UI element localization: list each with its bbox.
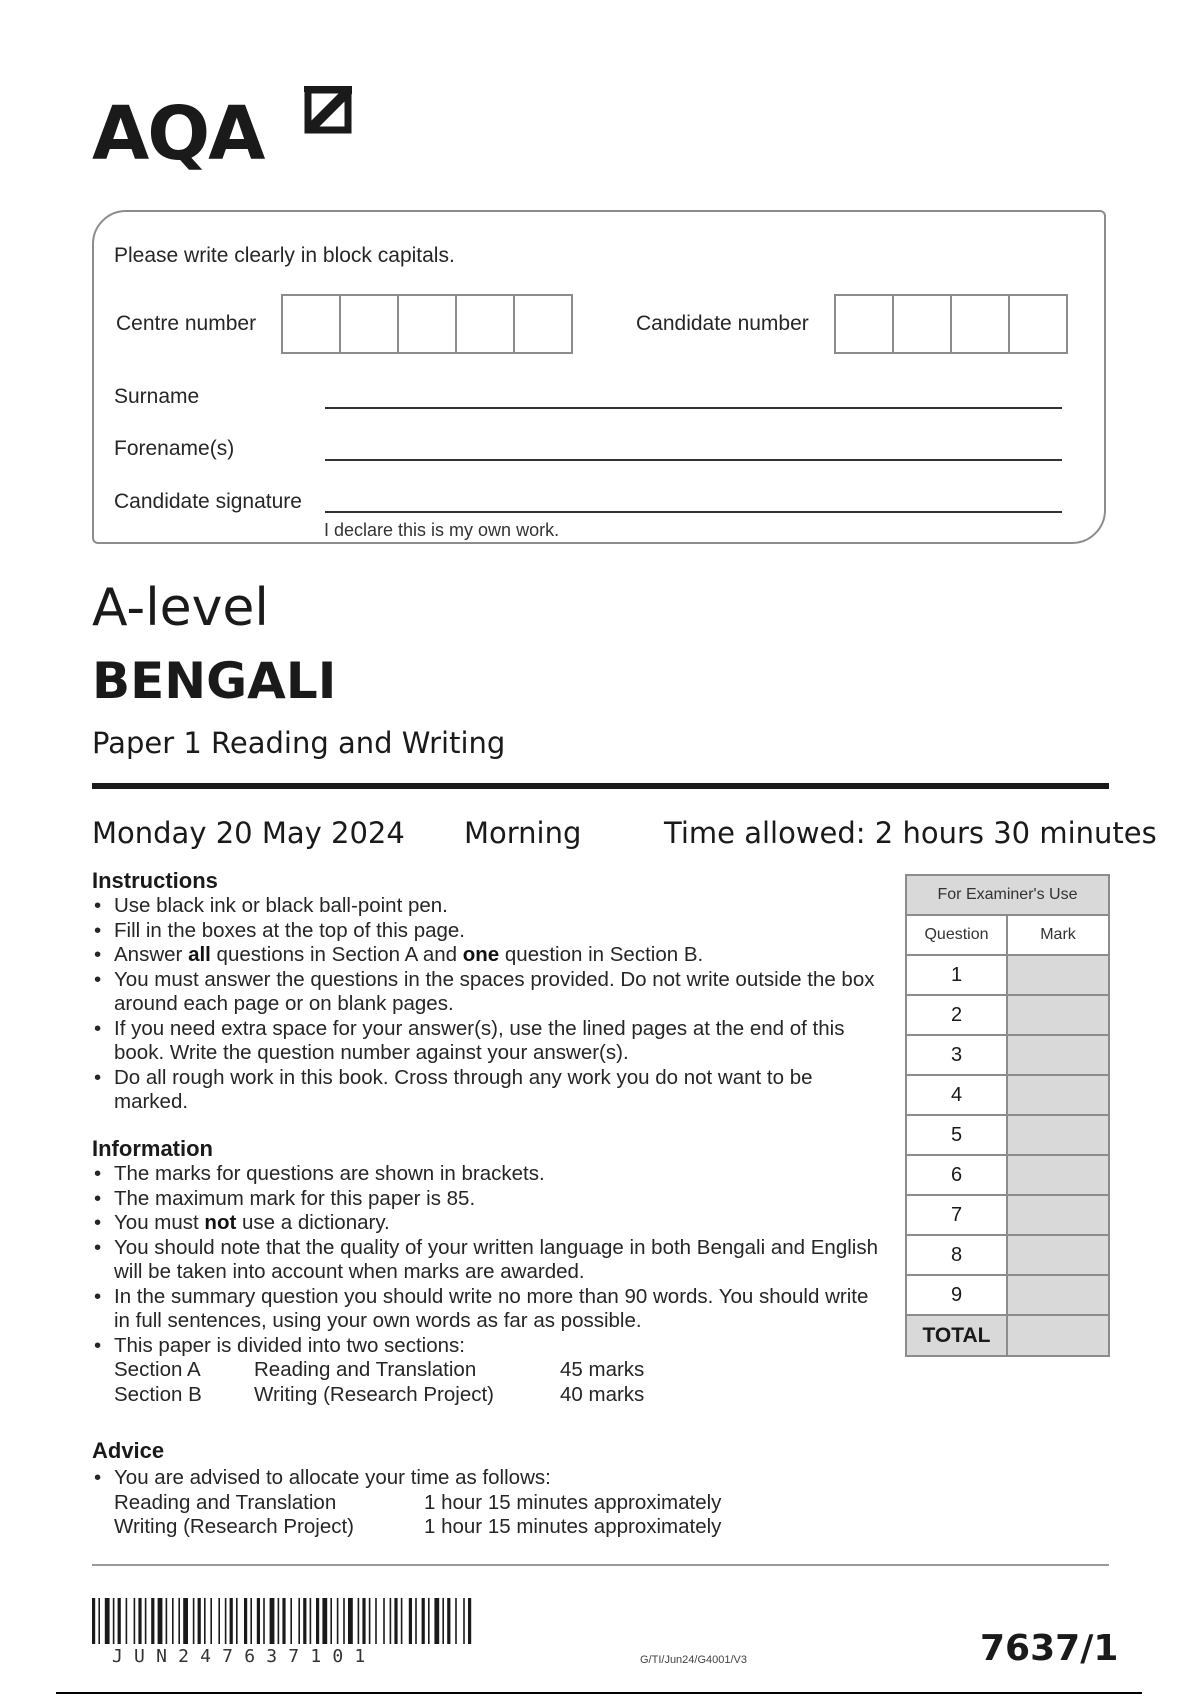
information-list [92, 1162, 882, 1407]
surname-line[interactable] [325, 407, 1062, 409]
qualification-level: A-level [92, 578, 269, 638]
subject-title: BENGALI [92, 652, 337, 710]
mark-cell [1007, 1235, 1109, 1275]
footer-divider [92, 1564, 1109, 1566]
question-column-header: Question [906, 915, 1007, 955]
candidate-number-boxes[interactable] [834, 294, 1068, 354]
forenames-label: Forename(s) [114, 437, 235, 460]
centre-digit-box[interactable] [515, 296, 571, 352]
question-number: 3 [906, 1035, 1007, 1075]
mark-cell [1007, 1275, 1109, 1315]
exam-date: Monday 20 May 2024 [92, 816, 405, 850]
list-item: • Answer all questions in Section A and one question in Section B. [92, 943, 882, 968]
question-number: 1 [906, 955, 1007, 995]
centre-number-label: Centre number [116, 312, 257, 335]
allocation-row: Writing (Research Project) 1 hour 15 minutes approximately [114, 1515, 722, 1538]
advice-heading: Advice [92, 1438, 165, 1463]
question-number: 2 [906, 995, 1007, 1035]
centre-digit-box[interactable] [283, 296, 341, 352]
aqa-logo [92, 88, 263, 180]
aqa-logo-mark-icon [304, 86, 352, 140]
mark-cell [1007, 995, 1109, 1035]
surname-label: Surname [114, 385, 200, 408]
block-capitals-instruction: Please write clearly in block capitals. [114, 244, 455, 267]
title-divider [92, 783, 1109, 789]
allocation-row: Reading and Translation 1 hour 15 minutes approximately [114, 1490, 722, 1514]
candidate-digit-box[interactable] [894, 296, 952, 352]
question-number: 4 [906, 1075, 1007, 1115]
document-reference: G/TI/Jun24/G4001/V3 [640, 1654, 748, 1666]
total-label: TOTAL [906, 1315, 1007, 1356]
list-item: • In the summary question you should write no more than 90 words. You should write in full sentences, using your own words as far as possible. [92, 1285, 882, 1334]
examiner-table-header: For Examiner's Use [906, 875, 1109, 915]
page-bottom-rule [56, 1692, 1142, 1694]
information-heading: Information [92, 1136, 213, 1161]
list-item: • You are advised to allocate your time as follows: Reading and Translation 1 hour 15 minutes approximately Writing (Research Project) 1 hour 15 minutes approximately [92, 1466, 882, 1540]
list-item: • The marks for questions are shown in brackets. [92, 1162, 882, 1187]
list-item: • Use black ink or black ball-point pen. [92, 894, 882, 919]
total-mark-cell [1007, 1315, 1109, 1356]
list-item: • Do all rough work in this book. Cross through any work you do not want to be marked. [92, 1066, 882, 1115]
paper-code: 7637/1 [980, 1628, 1119, 1669]
question-number: 5 [906, 1115, 1007, 1155]
list-item: • Fill in the boxes at the top of this page. [92, 919, 882, 944]
question-number: 7 [906, 1195, 1007, 1235]
signature-label: Candidate signature [114, 490, 302, 513]
candidate-digit-box[interactable] [952, 296, 1010, 352]
list-item: • You must answer the questions in the spaces provided. Do not write outside the box around each page or on blank pages. [92, 968, 882, 1017]
candidate-number-label: Candidate number [636, 312, 809, 335]
candidate-digit-box[interactable] [836, 296, 894, 352]
logo-text: AQA [92, 91, 264, 177]
mark-column-header: Mark [1007, 915, 1109, 955]
barcode-number: JUN247637101 [112, 1646, 377, 1667]
instructions-list [92, 894, 882, 1115]
forenames-line[interactable] [325, 459, 1062, 461]
mark-cell [1007, 1075, 1109, 1115]
centre-digit-box[interactable] [341, 296, 399, 352]
mark-cell [1007, 1195, 1109, 1235]
list-item: • You must not use a dictionary. [92, 1211, 882, 1236]
signature-line[interactable] [325, 511, 1062, 513]
examiner-use-table [905, 874, 1110, 1357]
mark-cell [1007, 955, 1109, 995]
question-number: 9 [906, 1275, 1007, 1315]
section-row: Section B Writing (Research Project) 40 marks [114, 1382, 645, 1406]
mark-cell [1007, 1155, 1109, 1195]
list-item: • You should note that the quality of your written language in both Bengali and English will be taken into account when marks are awarded. [92, 1236, 882, 1285]
section-row: Section A Reading and Translation 45 marks [114, 1358, 645, 1381]
barcode-icon [92, 1598, 472, 1644]
time-allowed: Time allowed: 2 hours 30 minutes [664, 816, 1157, 850]
mark-cell [1007, 1115, 1109, 1155]
centre-number-boxes[interactable] [281, 294, 573, 354]
list-item: • If you need extra space for your answer(s), use the lined pages at the end of this book. Write the question number against your answer(s). [92, 1017, 882, 1066]
exam-session: Morning [464, 816, 582, 850]
mark-cell [1007, 1035, 1109, 1075]
advice-list [92, 1466, 882, 1540]
centre-digit-box[interactable] [399, 296, 457, 352]
declaration-text: I declare this is my own work. [324, 520, 560, 540]
question-number: 6 [906, 1155, 1007, 1195]
paper-title: Paper 1 Reading and Writing [92, 726, 506, 760]
list-item: • The maximum mark for this paper is 85. [92, 1187, 882, 1212]
candidate-digit-box[interactable] [1010, 296, 1066, 352]
list-item: • This paper is divided into two sections: Section A Reading and Translation 45 marks Section B Writing (Research Project) 40 marks [92, 1334, 882, 1408]
centre-digit-box[interactable] [457, 296, 515, 352]
instructions-heading: Instructions [92, 868, 218, 893]
question-number: 8 [906, 1235, 1007, 1275]
